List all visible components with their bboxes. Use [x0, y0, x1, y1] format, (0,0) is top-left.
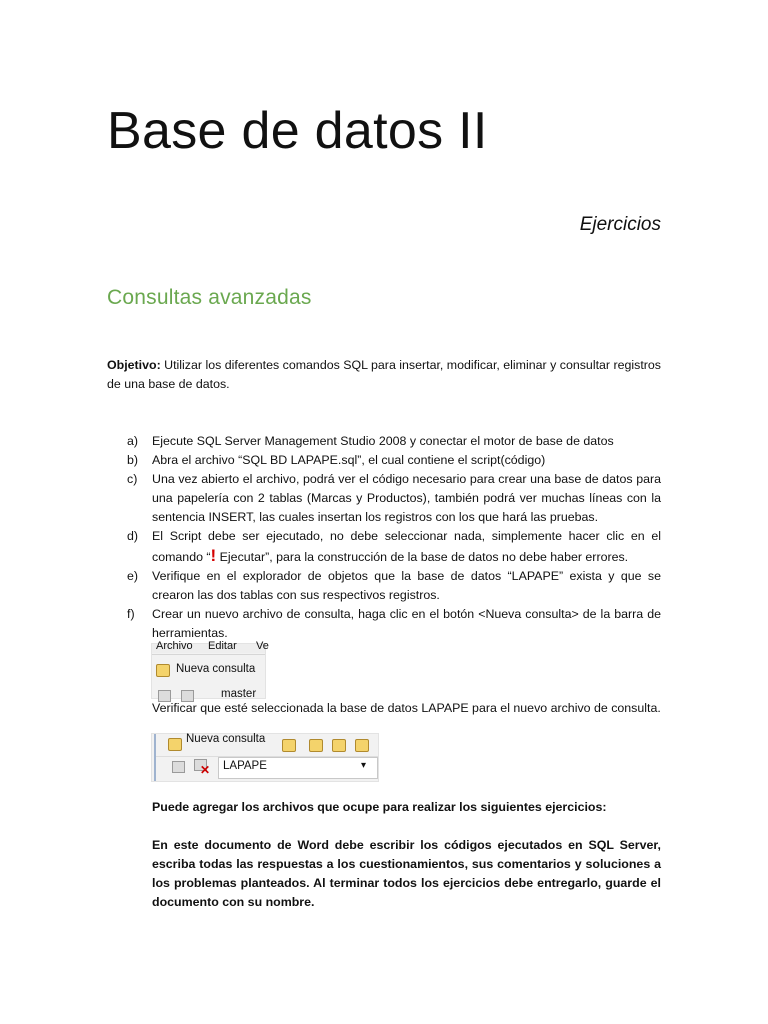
divider [152, 654, 265, 655]
section-heading: Consultas avanzadas [107, 286, 312, 309]
list-item [107, 527, 661, 567]
database-select[interactable] [218, 757, 378, 779]
step-marker: b) [127, 453, 139, 467]
toolbar-screenshot-1 [151, 640, 269, 700]
open-file-icon[interactable] [282, 739, 296, 752]
list-item [107, 470, 661, 527]
list-item [107, 567, 661, 605]
new-query-mdx-icon[interactable] [355, 739, 369, 752]
step-text: Crear un nuevo archivo de consulta, haga clic en el botón <Nueva consulta> de la barra de herramientas. [152, 607, 661, 640]
step-text: Verifique en el explorador de objetos que la base de datos “LAPAPE” exista y que se crearon las dos tablas con sus respectivos registros. [152, 569, 661, 602]
document-subtitle: Ejercicios [579, 214, 661, 235]
step-marker: c) [127, 472, 138, 486]
new-query-icon [168, 738, 182, 751]
step-text-before: El Script debe ser ejecutado, no debe seleccionar nada, simplemente hacer clic en el comando “ [152, 529, 661, 564]
database-select-value: LAPAPE [223, 760, 267, 772]
step-marker: a) [127, 434, 139, 448]
step-text: Abra el archivo “SQL BD LAPAPE.sql”, el cual contiene el script(código) [152, 453, 546, 467]
can-add-paragraph: Puede agregar los archivos que ocupe para realizar los siguientes ejercicios: [152, 800, 607, 814]
list-item [107, 432, 661, 451]
step-marker: e) [127, 569, 139, 583]
database-select[interactable]: master [221, 688, 257, 700]
menu-item-ver[interactable]: Ve [256, 640, 269, 652]
objective-text: Utilizar los diferentes comandos SQL para insertar, modificar, eliminar y consultar registros de una base de datos. [107, 358, 661, 391]
object-explorer-icon [172, 761, 185, 773]
new-query-button[interactable] [166, 734, 274, 752]
steps-list [107, 432, 661, 643]
new-query-label: Nueva consulta [176, 663, 256, 675]
document-title: Base de datos II [107, 102, 488, 160]
objective-paragraph [107, 356, 661, 394]
list-item [107, 451, 661, 470]
step-marker: d) [127, 529, 139, 543]
objective-label: Objetivo: [107, 358, 161, 372]
new-query-db-engine-icon[interactable] [309, 739, 323, 752]
disconnect-x-icon: ✕ [200, 763, 211, 777]
menu-item-archivo[interactable]: Archivo [156, 640, 193, 652]
step-text-after: Ejecutar”, para la construcción de la base de datos no debe haber errores. [216, 550, 629, 564]
verify-paragraph: Verificar que esté seleccionada la base de datos LAPAPE para el nuevo archivo de consulta. [152, 701, 661, 715]
chevron-down-icon: ▾ [361, 760, 367, 771]
new-query-label: Nueva consulta [186, 733, 266, 745]
toolbar-grip [154, 734, 156, 781]
list-item [107, 605, 661, 643]
step-text: Ejecute SQL Server Management Studio 2008 y conectar el motor de base de datos [152, 434, 614, 448]
new-query-analysis-icon[interactable] [332, 739, 346, 752]
step-marker: f) [127, 607, 135, 621]
disconnect-icon[interactable] [194, 759, 210, 775]
new-query-icon [156, 664, 170, 677]
step-text: Una vez abierto el archivo, podrá ver el código necesario para crear una base de datos para una papelería con 2 tablas (Marcas y Productos), también podrá ver muchas líneas con la sentencia INSERT, las cuales insertan los registros con los que hará las pruebas. [152, 472, 661, 524]
new-query-button[interactable] [154, 660, 262, 680]
execute-exclamation-icon: ! [210, 546, 217, 565]
word-note-paragraph: En este documento de Word debe escribir los códigos ejecutados en SQL Server, escriba todas las respuestas a los cuestionamientos, sus comentarios y soluciones a los problemas planteados. Al terminar todos los ejercicios debe entregarlo, guarde el documento con su nombre. [152, 838, 661, 909]
menu-item-editar[interactable]: Editar [208, 640, 237, 652]
toolbar-screenshot-2 [151, 733, 379, 782]
